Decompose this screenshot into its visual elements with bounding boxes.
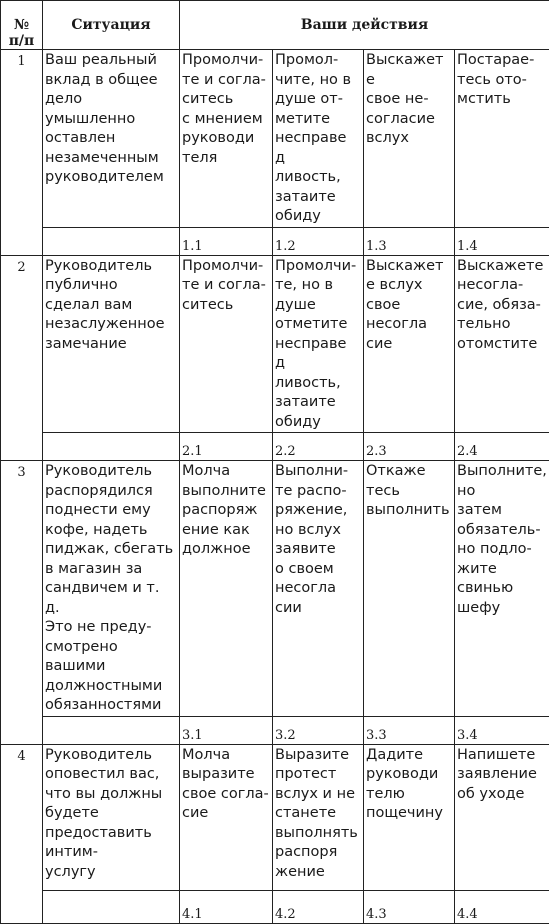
table-code-row (1, 227, 549, 255)
action-cell: Выскажете несогла- сие, обяза- тельно отомстите (455, 255, 549, 433)
header-actions: Ваши действия (180, 1, 549, 50)
header-num (1, 1, 43, 50)
action-cell: Промол- чите, но в душе от- метите несправе д ливость, затаите обиду (273, 50, 364, 228)
code-label: 2.2 (275, 444, 363, 460)
code-label: 3.4 (457, 728, 549, 744)
code-label: 2.4 (457, 444, 549, 460)
table-row (1, 461, 549, 717)
action-cell: Выполните, но затем обязатель- но подло- жите свинью шефу (455, 461, 549, 717)
code-cell (455, 890, 549, 923)
action-cell: Выполни- те распо- ряжение, но вслух заявите о своем несогла сии (273, 461, 364, 717)
code-cell (364, 716, 455, 744)
code-cell (273, 716, 364, 744)
table-row (1, 255, 549, 433)
situation-cell: Руководитель оповестил вас, что вы должны будете предоставить интим- услугу (43, 744, 180, 890)
code-cell (180, 227, 273, 255)
code-cell (273, 433, 364, 461)
action-cell: Постарае- тесь ото- мстить (455, 50, 549, 228)
code-label: 1.4 (457, 239, 549, 255)
empty-cell (43, 716, 180, 744)
code-cell (180, 890, 273, 923)
code-cell (364, 433, 455, 461)
code-label: 4.2 (275, 907, 363, 923)
table-header-row (1, 1, 549, 50)
code-label: 3.1 (182, 728, 272, 744)
row-number: 2 (1, 255, 43, 461)
code-cell (273, 227, 364, 255)
action-cell: Дадите руководи телю пощечину (364, 744, 455, 890)
action-cell: Выскажет е вслух свое несогла сие (364, 255, 455, 433)
table-code-row (1, 890, 549, 923)
action-cell: Напишете заявление об уходе (455, 744, 549, 890)
code-label: 2.1 (182, 444, 272, 460)
action-cell: Промолчи- те и согла- ситесь с мнением руководи теля (180, 50, 273, 228)
situation-cell: Руководитель публично сделал вам незаслуженное замечание (43, 255, 180, 433)
code-cell (455, 716, 549, 744)
action-cell: Выразите протест вслух и не станете выполнять распоря жение (273, 744, 364, 890)
code-cell (180, 716, 273, 744)
code-cell (180, 433, 273, 461)
code-label: 4.3 (366, 907, 454, 923)
table-code-row (1, 716, 549, 744)
table-row (1, 50, 549, 228)
situation-cell: Руководитель распорядился поднести ему кофе, надеть пиджак, сбегать в магазин за сандвичем и т. д. Это не преду- смотрено вашими должностными обязанностями (43, 461, 180, 717)
action-cell: Промолчи- те и согла- ситесь (180, 255, 273, 433)
table-row (1, 744, 549, 890)
row-number: 3 (1, 461, 43, 745)
empty-cell (43, 890, 180, 923)
code-cell (364, 890, 455, 923)
code-label: 1.2 (275, 239, 363, 255)
action-cell: Откаже тесь выполнить (364, 461, 455, 717)
code-label: 1.1 (182, 239, 272, 255)
action-cell: Выскажет е свое не- согласие вслух (364, 50, 455, 228)
header-num-label: № п/п (9, 17, 35, 49)
row-number: 4 (1, 744, 43, 923)
code-cell (364, 227, 455, 255)
code-label: 2.3 (366, 444, 454, 460)
action-cell: Промолчи- те, но в душе отметите несправе д ливость, затаите обиду (273, 255, 364, 433)
row-number: 1 (1, 50, 43, 256)
empty-cell (43, 433, 180, 461)
code-cell (273, 890, 364, 923)
code-label: 3.3 (366, 728, 454, 744)
code-label: 3.2 (275, 728, 363, 744)
header-situation: Ситуация (43, 1, 180, 50)
empty-cell (43, 227, 180, 255)
code-cell (455, 227, 549, 255)
code-label: 1.3 (366, 239, 454, 255)
action-cell: Молча выполните распоряж ение как должное (180, 461, 273, 717)
code-cell (455, 433, 549, 461)
code-label: 4.4 (457, 907, 549, 923)
situation-cell: Ваш реальный вклад в общее дело умышленно оставлен незамеченным руководителем (43, 50, 180, 228)
action-cell: Молча выразите свое согла- сие (180, 744, 273, 890)
code-label: 4.1 (182, 907, 272, 923)
table-code-row (1, 433, 549, 461)
